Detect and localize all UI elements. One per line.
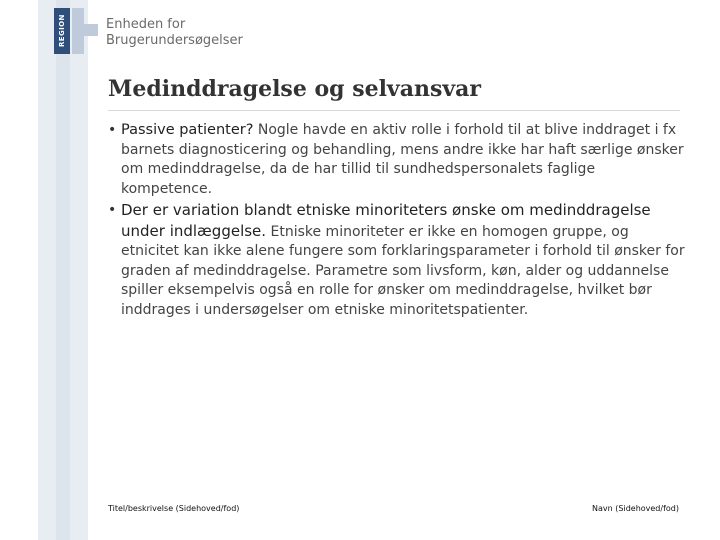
unit-name-line2: Brugerundersøgelser: [106, 33, 243, 48]
logo-h-shape-left: [72, 8, 84, 54]
unit-name: [106, 17, 243, 49]
bullet-item: [108, 121, 686, 199]
title-divider: [108, 110, 680, 111]
bullet-text: Nogle havde en aktiv rolle i forhold til at blive inddraget i fx barnets diagnosticering og behandling, mens andre ikke har haft særlige ønsker om medinddragelse, da de har tillid til sundhedspersonalets faglige kompetence.: [121, 122, 684, 197]
footer-right: Navn (Sidehoved/fod): [592, 504, 679, 513]
bullet-dot-icon: •: [108, 202, 117, 218]
region-logo-text: REGION: [58, 14, 66, 48]
bullet-dot-icon: •: [108, 122, 117, 138]
slide-title: Medinddragelse og selvansvar: [108, 76, 481, 102]
slide-content: [108, 121, 686, 322]
unit-name-line1: Enheden for: [106, 17, 186, 32]
bullet-item: [108, 201, 686, 320]
footer-left: Titel/beskrivelse (Sidehoved/fod): [108, 504, 240, 513]
logo-h-shape-crossbar: [84, 24, 98, 36]
left-decorative-band-inner: [56, 0, 70, 540]
bullet-text: Etniske minoriteter er ikke en homogen gruppe, og etnicitet kan ikke alene fungere som forklaringsparameter i forhold til ønsker for graden af medinddragelse. Parametre som livsform, køn, alder og uddannelse spiller eksempelvis også en rolle for ønsker om medinddragelse, hvilket bør inddrages i undersøgelser om etniske minoritetspatienter.: [121, 223, 685, 318]
bullet-lead: Passive patienter?: [121, 122, 254, 138]
region-logo: [54, 8, 70, 54]
bullet-lead: Der er variation blandt etniske minoriteters ønske om medinddragelse under indlæggelse.: [121, 201, 651, 240]
